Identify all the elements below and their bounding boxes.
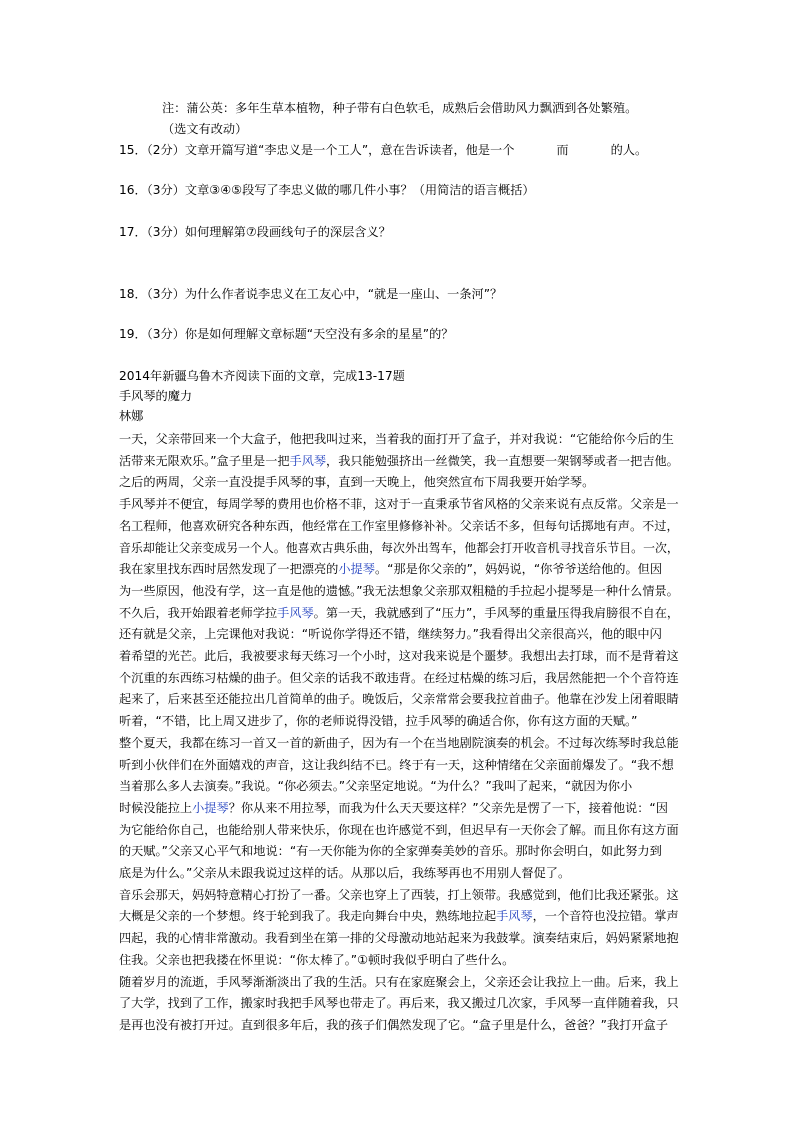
body-text: 一天，父亲带回来一个大盒子，他把我叫过来，当着我的面打开了盒子，并对我说：“它能给你今后的生 <box>119 432 674 446</box>
article-title: 手风琴的魔力 <box>119 389 193 403</box>
body-line <box>119 496 679 512</box>
body-line <box>119 453 679 469</box>
body-text: 为它能给你自己，也能给别人带来快乐，你现在也许感觉不到，但迟早有一天你会了解。而且你有这方面 <box>119 823 679 837</box>
body-line <box>119 757 674 773</box>
body-text: 听着，“不错，比上周又进步了，你的老师说得没错，拉手风琴的确适合你，你有这方面的天赋。” <box>119 714 638 728</box>
body-text: 之后的两周，父亲一直没提手风琴的事，直到一天晚上，他突然宣布下周我要开始学琴。 <box>119 475 595 489</box>
body-line <box>119 974 679 990</box>
body-text: 听到小伙伴们在外面嬉戏的声音，这让我纠结不已。终于有一天，这种情绪在父亲面前爆发了。“我不想 <box>119 758 674 772</box>
body-text: 为一些原因，他没有学，这一直是他的遗憾。”我无法想象父亲那双粗糙的手拉起小提琴是一种什么情景。 <box>119 584 679 598</box>
body-line <box>119 952 514 968</box>
body-line <box>119 605 679 621</box>
question-15: 15．（2分）文章开篇写道“李忠义是一个工人”，意在告诉读者，他是一个 而 的人。 <box>119 143 648 157</box>
body-line <box>119 930 679 946</box>
body-text: 起来了，后来甚至还能拉出几首简单的曲子。晚饭后，父亲常常会要我拉首曲子。他靠在沙发上闭着眼睛 <box>119 692 679 706</box>
body-line <box>119 800 668 816</box>
body-line <box>119 1017 668 1033</box>
highlighted-term: 手风琴 <box>289 454 327 468</box>
body-text: 我在家里找东西时居然发现了一把漂亮的 <box>119 562 339 576</box>
body-text: 着希望的光芒。此后，我被要求每天练习一个小时，这对我来说是个噩梦。我想出去打球，而不是背着这 <box>119 649 679 663</box>
body-text: 。“那是你父亲的”，妈妈说，“你爷爷送给他的。但因 <box>374 562 663 576</box>
body-text: 了大学，找到了工作，搬家时我把手风琴也带走了。再后来，我又搬过几次家，手风琴一直伴随着我，只 <box>119 996 679 1010</box>
body-text: 还有就是父亲，上完课他对我说：“听说你学得还不错，继续努力。”我看得出父亲很高兴，他的眼中闪 <box>119 627 662 641</box>
body-text: ，一个音符也没拉错。掌声 <box>532 909 679 923</box>
body-line <box>119 865 570 881</box>
body-text: 个沉重的东西练习枯燥的曲子。但父亲的话我不敢违背。在经过枯燥的练习后，我居然能把一个个音符连 <box>119 671 679 685</box>
body-text: 音乐会那天，妈妈特意精心打扮了一番。父亲也穿上了西装，打上领带。我感觉到，他们比我还紧张。这 <box>119 888 679 902</box>
body-text: 名工程师，他喜欢研究各种东西，他经常在工作室里修修补补。父亲话不多，但每句话掷地有声。不过， <box>119 519 679 533</box>
body-line <box>119 431 674 447</box>
body-text: 随着岁月的流逝，手风琴渐渐淡出了我的生活。只有在家庭聚会上，父亲还会让我拉上一曲。后来，我上 <box>119 975 679 989</box>
question-16: 16．（3分）文章③④⑤段写了李忠义做的哪几件小事？（用简洁的语言概括） <box>119 183 535 197</box>
body-text: ？你从来不用拉琴，而我为什么天天要这样？”父亲先是愣了一下，接着他说：“因 <box>228 801 668 815</box>
highlighted-term: 小提琴 <box>338 562 375 576</box>
body-text: 的天赋。”父亲又心平气和地说：“有一天你能为你的全家弹奏美妙的音乐。那时你会明白，如此努力到 <box>119 844 662 858</box>
body-text: 手风琴并不便宜，每周学琴的费用也价格不菲，这对于一直秉承节省风格的父亲来说有点反常。父亲是一 <box>119 497 679 511</box>
question-18: 18．（3分）为什么作者说李忠义在工友心中，“就是一座山、一条河”？ <box>119 287 503 301</box>
body-line <box>119 778 632 794</box>
footnote: 注：蒲公英：多年生草本植物，种子带有白色软毛，成熟后会借助风力飘洒到各处繁殖。 <box>162 101 638 115</box>
body-text: 住我。父亲也把我搂在怀里说：“你太棒了。”①顿时我似乎明白了些什么。 <box>119 953 515 967</box>
question-17: 17．（3分）如何理解第⑦段画线句子的深层含义？ <box>119 225 391 239</box>
body-line <box>119 561 662 577</box>
highlighted-term: 小提琴 <box>192 801 229 815</box>
body-line <box>119 670 679 686</box>
highlighted-term: 手风琴 <box>496 909 533 923</box>
section-heading: 2014年新疆乌鲁木齐阅读下面的文章，完成13-17题 <box>119 369 405 383</box>
source-note: （选文有改动） <box>162 122 248 136</box>
article-author: 林娜 <box>119 409 144 423</box>
body-line <box>119 887 679 903</box>
body-line <box>119 540 679 556</box>
body-line <box>119 626 662 642</box>
body-line <box>119 843 662 859</box>
body-text: 是再也没有被打开过。直到很多年后，我的孩子们偶然发现了它。“盒子里是什么，爸爸？”我打开盒子 <box>119 1018 668 1032</box>
body-line <box>119 822 679 838</box>
body-text: 不久后，我开始跟着老师学拉 <box>119 606 278 620</box>
body-line <box>119 908 679 924</box>
body-text: 音乐却能让父亲变成另一个人。他喜欢古典乐曲，每次外出驾车，他都会打开收音机寻找音乐节目。一次， <box>119 541 679 555</box>
question-19: 19．（3分）你是如何理解文章标题“天空没有多余的星星”的？ <box>119 327 454 341</box>
body-text: 时候没能拉上 <box>119 801 193 815</box>
body-text: 底是为什么。”父亲从未跟我说过这样的话。从那以后，我练琴再也不用别人督促了。 <box>119 866 571 880</box>
body-line <box>119 518 679 534</box>
body-text: 整个夏天，我都在练习一首又一首的新曲子，因为有一个在当地剧院演奏的机会。不过每次练琴时我总能 <box>119 736 679 750</box>
body-line <box>119 474 594 490</box>
body-line <box>119 995 679 1011</box>
body-text: 当着那么多人去演奏。”我说。“你必须去。”父亲坚定地说。“为什么？”我叫了起来，“就因为你小 <box>119 779 633 793</box>
body-text: 四起，我的心情非常激动。我看到坐在第一排的父母激动地站起来为我鼓掌。演奏结束后，妈妈紧紧地抱 <box>119 931 679 945</box>
body-line <box>119 583 679 599</box>
body-text: ，我只能勉强挤出一丝微笑，我一直想要一架钢琴或者一把吉他。 <box>326 454 679 468</box>
body-text: 。第一天，我就感到了“压力”，手风琴的重量压得我肩膀很不自在， <box>313 606 680 620</box>
body-line <box>119 648 679 664</box>
body-text: 大概是父亲的一个梦想。终于轮到我了。我走向舞台中央，熟练地拉起 <box>119 909 497 923</box>
body-line <box>119 713 637 729</box>
body-line <box>119 691 679 707</box>
body-line <box>119 735 679 751</box>
body-text: 活带来无限欢乐。”盒子里是一把 <box>119 454 290 468</box>
highlighted-term: 手风琴 <box>277 606 314 620</box>
